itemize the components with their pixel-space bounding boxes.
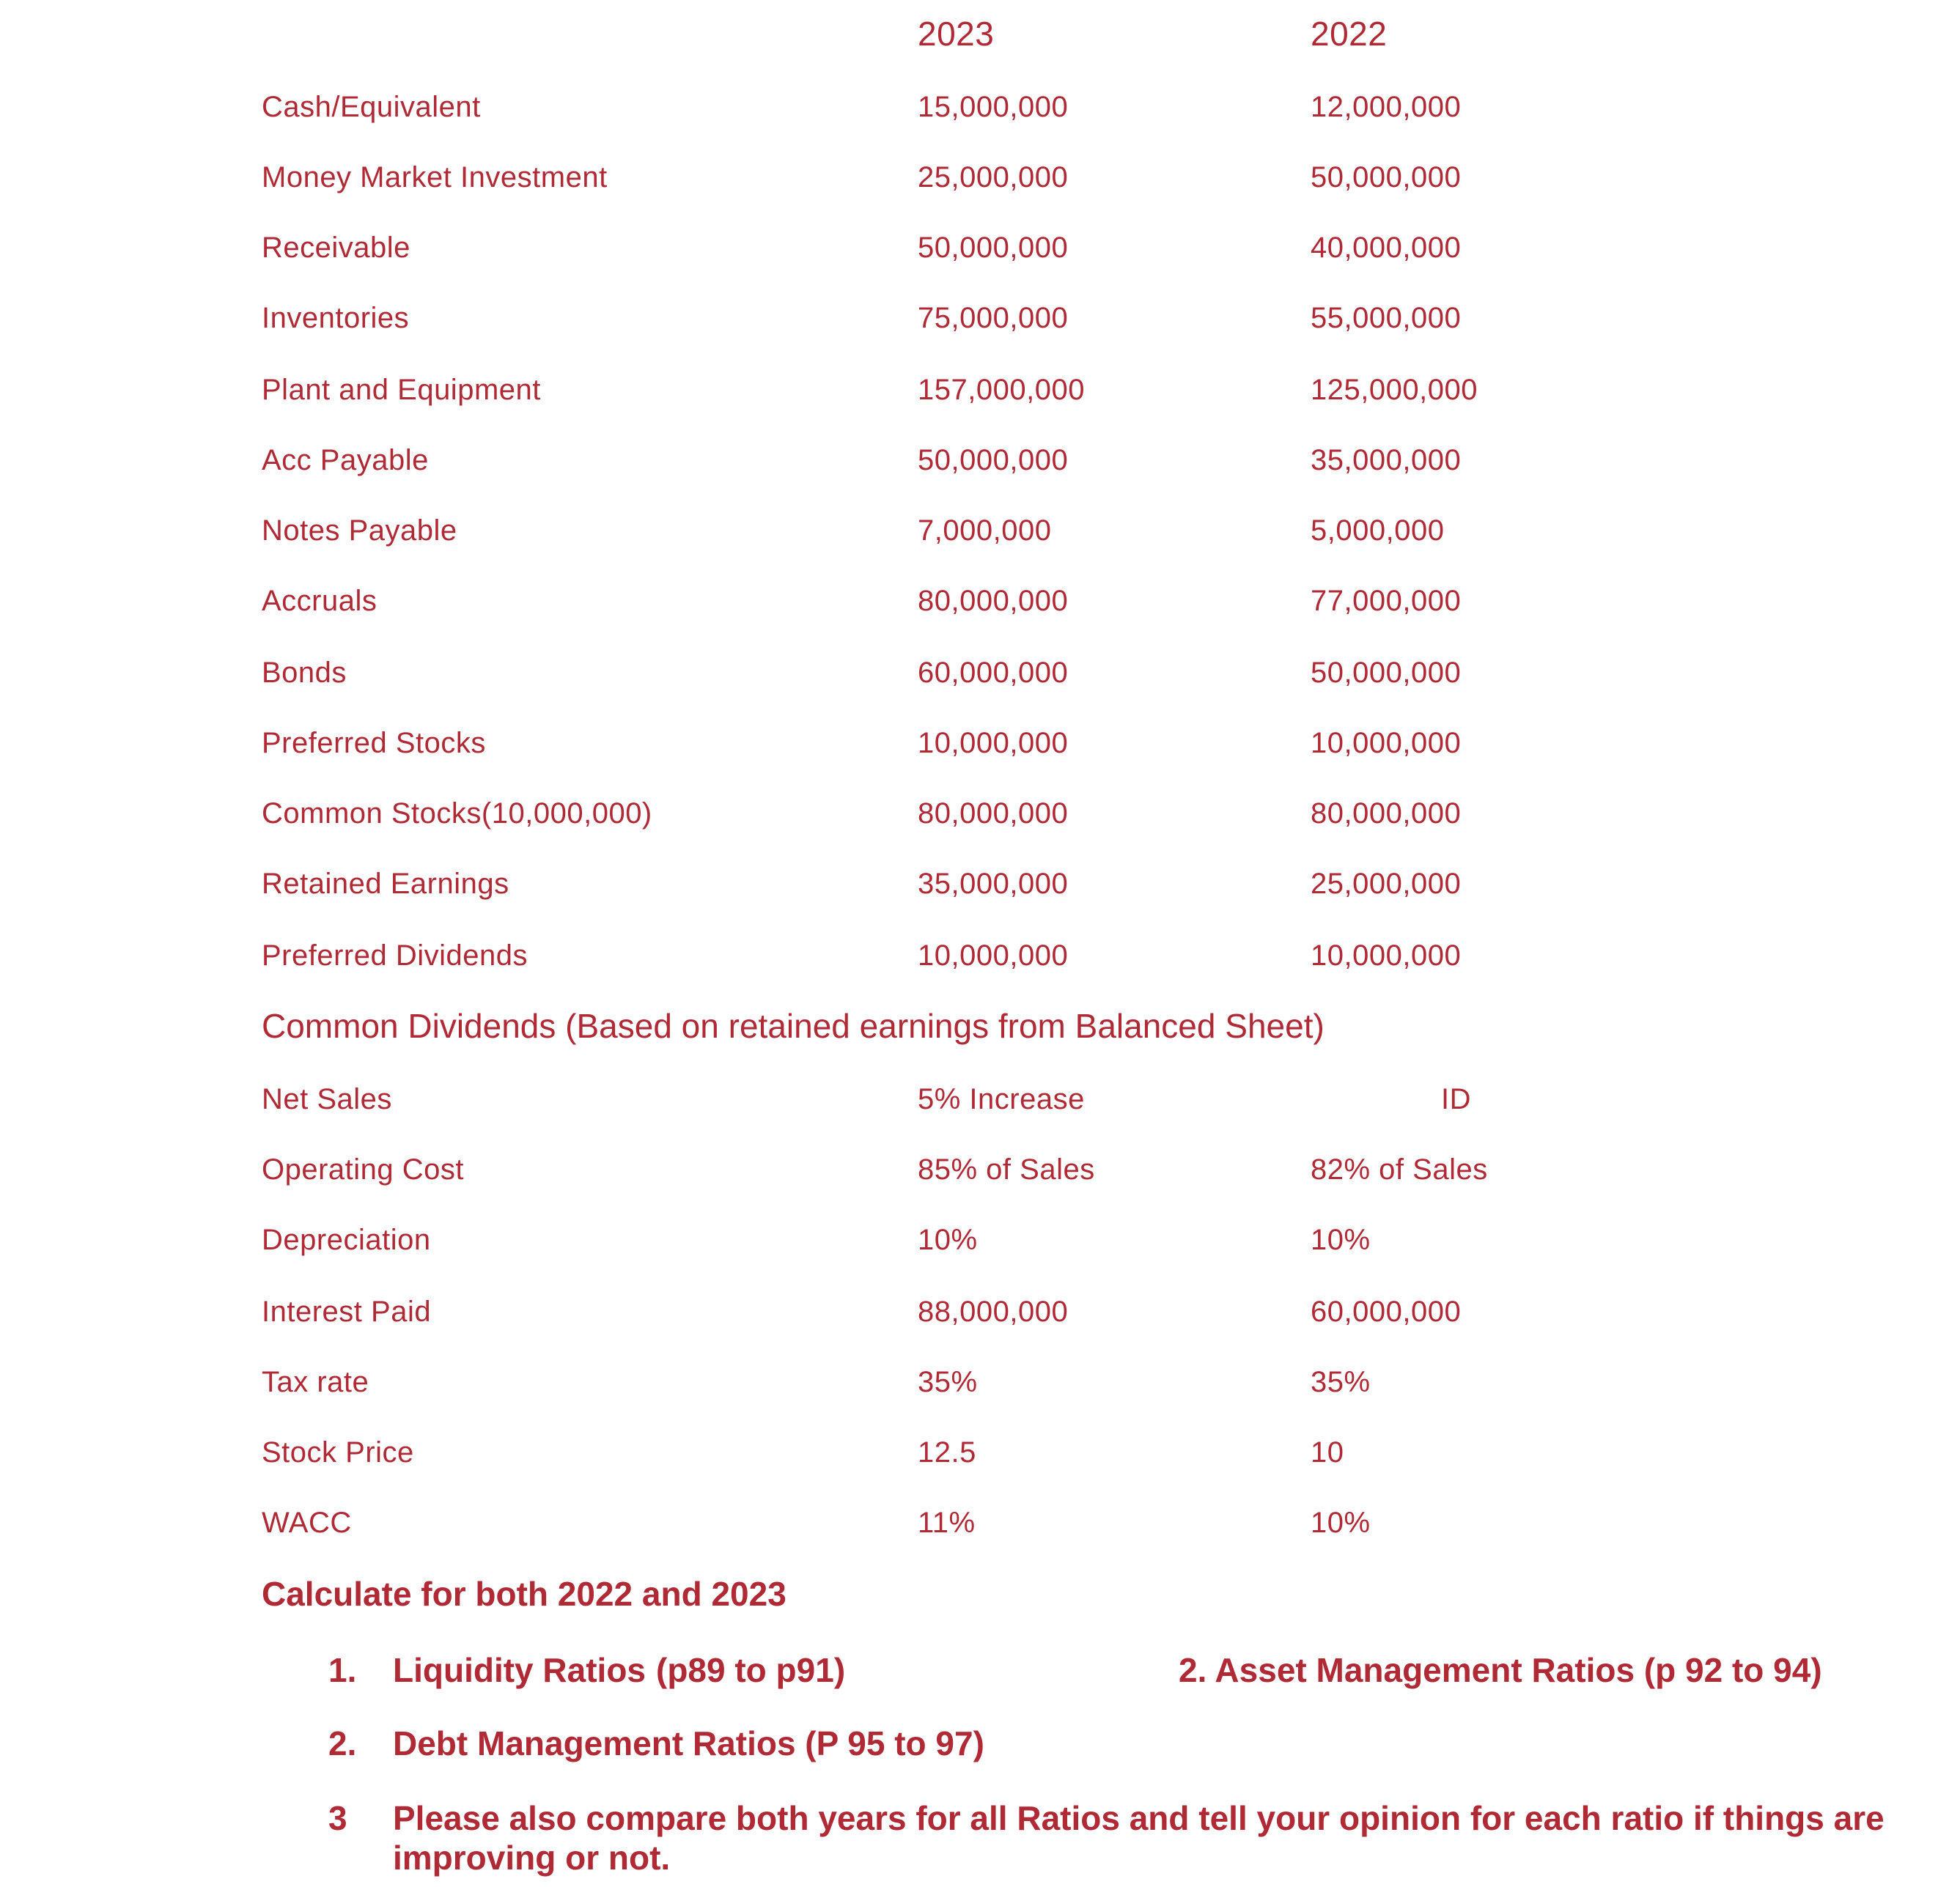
year-header-2022: 2022 bbox=[1311, 15, 1388, 53]
value-2023: 35,000,000 bbox=[918, 868, 1069, 900]
item-1b-text: 2. Asset Management Ratios (p 92 to 94) bbox=[1179, 1651, 1822, 1689]
item-1-number: 1. bbox=[328, 1651, 357, 1689]
value-2022: 10 bbox=[1311, 1436, 1344, 1469]
value-2023: 7,000,000 bbox=[918, 514, 1052, 547]
value-2023: 12.5 bbox=[918, 1436, 976, 1469]
row-label: Bonds bbox=[262, 657, 347, 689]
value-2022: 50,000,000 bbox=[1311, 161, 1462, 193]
item-3-text: Please also compare both years for all Ratios and tell your opinion for each ratio if things are improving or not. bbox=[393, 1799, 1885, 1877]
value-2023: 5% Increase bbox=[918, 1083, 1085, 1115]
value-2023: 11% bbox=[918, 1507, 976, 1539]
value-2023: 10,000,000 bbox=[918, 727, 1069, 759]
item-2-number: 2. bbox=[328, 1724, 357, 1762]
item-2-text: Debt Management Ratios (P 95 to 97) bbox=[393, 1724, 984, 1762]
value-2022: 12,000,000 bbox=[1311, 91, 1462, 123]
instructions-title: Calculate for both 2022 and 2023 bbox=[262, 1575, 786, 1613]
row-label: Accruals bbox=[262, 585, 377, 617]
row-label: Common Stocks(10,000,000) bbox=[262, 797, 652, 830]
value-2022: 10,000,000 bbox=[1311, 939, 1462, 972]
year-header-2023: 2023 bbox=[918, 15, 995, 53]
value-2023: 85% of Sales bbox=[918, 1153, 1095, 1186]
row-label: Inventories bbox=[262, 302, 410, 334]
value-2022: 5,000,000 bbox=[1311, 514, 1445, 547]
item-1-text: Liquidity Ratios bbox=[393, 1651, 646, 1689]
value-2022: 50,000,000 bbox=[1311, 657, 1462, 689]
value-2022: ID bbox=[1441, 1083, 1471, 1115]
value-2022: 10% bbox=[1311, 1224, 1371, 1256]
value-2023: 80,000,000 bbox=[918, 585, 1069, 617]
item-1-pages: (p89 to p91) bbox=[656, 1651, 846, 1689]
row-label: Notes Payable bbox=[262, 514, 457, 547]
row-label: Money Market Investment bbox=[262, 161, 608, 193]
value-2023: 10,000,000 bbox=[918, 939, 1069, 972]
row-label: Depreciation bbox=[262, 1224, 431, 1256]
value-2023: 25,000,000 bbox=[918, 161, 1069, 193]
value-2023: 50,000,000 bbox=[918, 232, 1069, 264]
value-2022: 25,000,000 bbox=[1311, 868, 1462, 900]
row-label: Stock Price bbox=[262, 1436, 414, 1469]
row-label: Tax rate bbox=[262, 1366, 369, 1398]
row-label: WACC bbox=[262, 1507, 352, 1539]
value-2022: 80,000,000 bbox=[1311, 797, 1462, 830]
row-label: Preferred Stocks bbox=[262, 727, 486, 759]
value-2022: 35% bbox=[1311, 1366, 1371, 1398]
value-2022: 10,000,000 bbox=[1311, 727, 1462, 759]
value-2022: 77,000,000 bbox=[1311, 585, 1462, 617]
value-2023: 75,000,000 bbox=[918, 302, 1069, 334]
row-label: Interest Paid bbox=[262, 1296, 432, 1328]
item-3-number: 3 bbox=[328, 1799, 347, 1837]
value-2023: 10% bbox=[918, 1224, 978, 1256]
value-2023: 60,000,000 bbox=[918, 657, 1069, 689]
value-2023: 50,000,000 bbox=[918, 444, 1069, 476]
row-label: Cash/Equivalent bbox=[262, 91, 481, 123]
value-2023: 88,000,000 bbox=[918, 1296, 1069, 1328]
row-label: Retained Earnings bbox=[262, 868, 509, 900]
value-2022: 40,000,000 bbox=[1311, 232, 1462, 264]
value-2022: 82% of Sales bbox=[1311, 1153, 1488, 1186]
row-label: Operating Cost bbox=[262, 1153, 465, 1186]
row-label: Receivable bbox=[262, 232, 410, 264]
row-label: Net Sales bbox=[262, 1083, 392, 1115]
value-2022: 55,000,000 bbox=[1311, 302, 1462, 334]
value-2022: 35,000,000 bbox=[1311, 444, 1462, 476]
value-2023: 157,000,000 bbox=[918, 374, 1085, 406]
row-label: Plant and Equipment bbox=[262, 374, 541, 406]
common-dividends-note: Common Dividends (Based on retained earnings from Balanced Sheet) bbox=[262, 1007, 1325, 1045]
row-label: Preferred Dividends bbox=[262, 939, 528, 972]
value-2023: 35% bbox=[918, 1366, 978, 1398]
value-2022: 60,000,000 bbox=[1311, 1296, 1462, 1328]
value-2023: 80,000,000 bbox=[918, 797, 1069, 830]
value-2022: 125,000,000 bbox=[1311, 374, 1478, 406]
value-2022: 10% bbox=[1311, 1507, 1371, 1539]
value-2023: 15,000,000 bbox=[918, 91, 1069, 123]
row-label: Acc Payable bbox=[262, 444, 429, 476]
